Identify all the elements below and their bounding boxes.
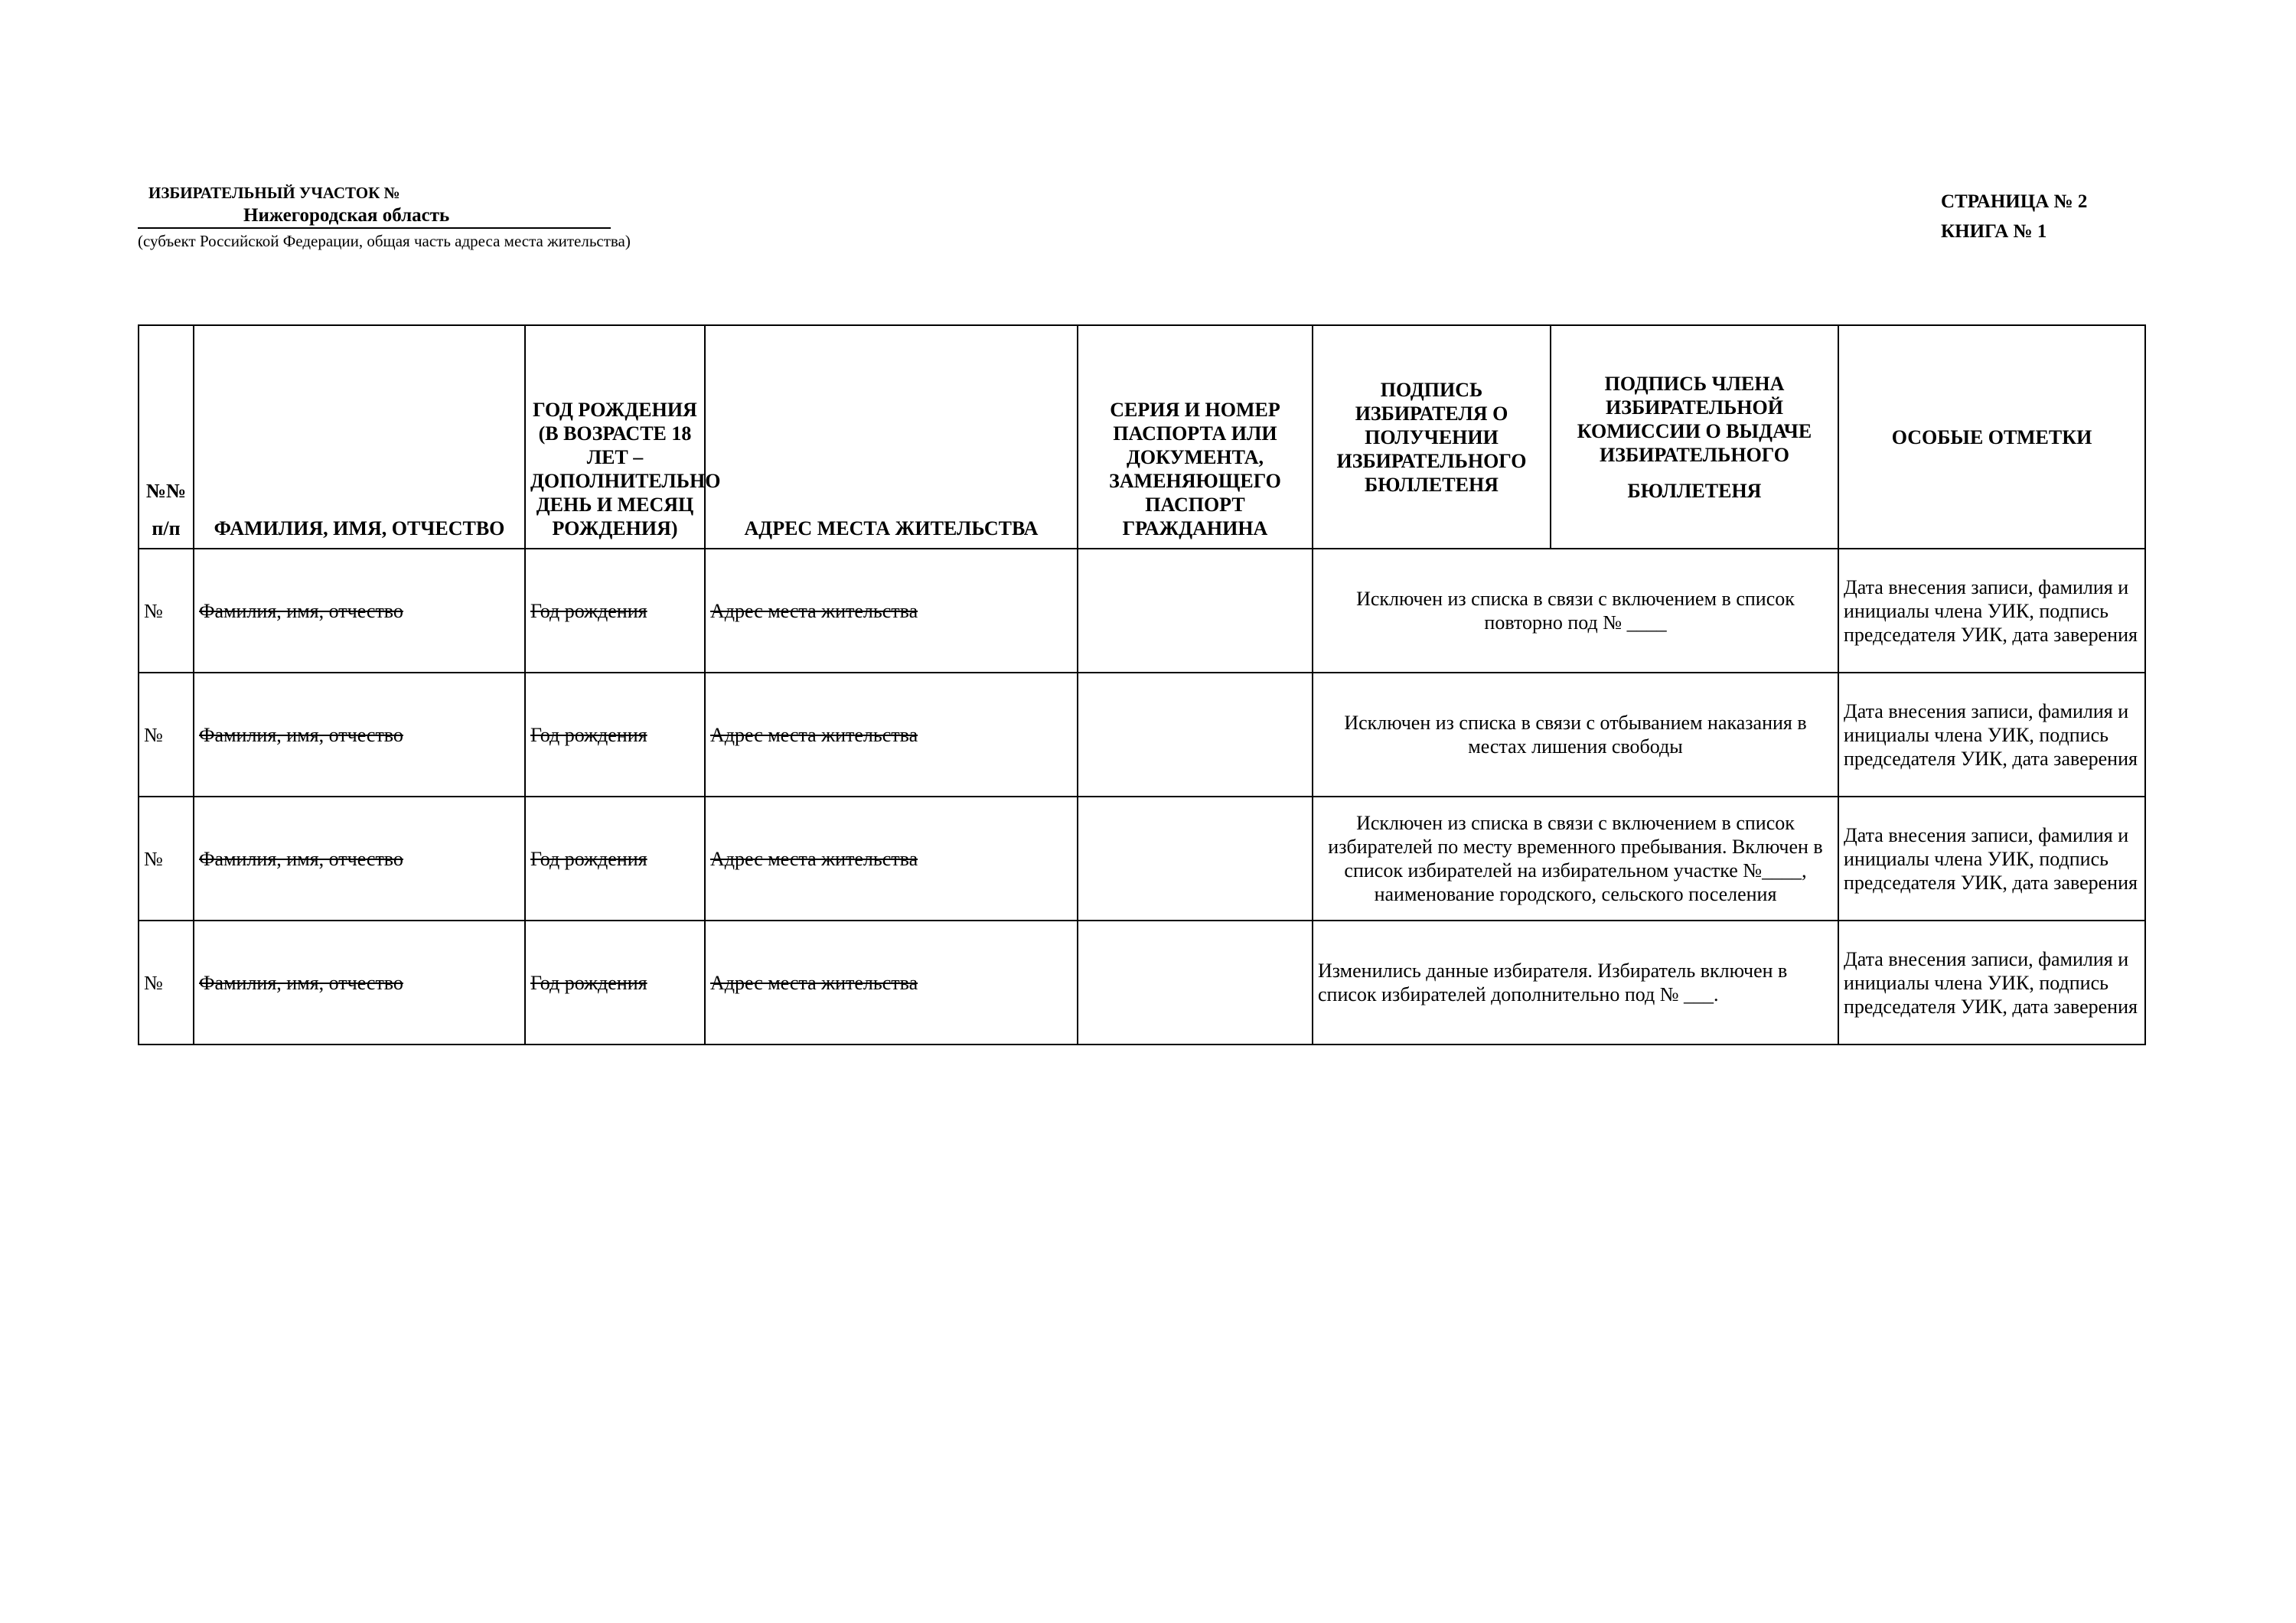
- passport-cell: [1078, 549, 1313, 673]
- voter-list-table: [138, 324, 2146, 1045]
- exclusion-note: Исключен из списка в связи с отбыванием наказания в местах лишения свободы: [1313, 673, 1838, 797]
- voter-birth-year: Год рождения: [525, 549, 705, 673]
- region-name: Нижегородская область: [138, 204, 611, 229]
- passport-cell: [1078, 921, 1313, 1045]
- voter-birth-year: Год рождения: [525, 921, 705, 1045]
- voter-birth-year: Год рождения: [525, 797, 705, 921]
- row-number: №: [139, 673, 194, 797]
- table-row: [139, 673, 2145, 797]
- column-header-number: [139, 325, 194, 549]
- exclusion-note: Исключен из списка в связи с включением в список повторно под № ____: [1313, 549, 1838, 673]
- voter-name: Фамилия, имя, отчество: [194, 797, 525, 921]
- column-header-commission-signature-tail: БЮЛЛЕТЕНЯ: [1627, 479, 1762, 502]
- passport-cell: [1078, 797, 1313, 921]
- column-header-commission-signature: [1551, 325, 1838, 549]
- voter-address: Адрес места жительства: [705, 673, 1078, 797]
- table-row: [139, 549, 2145, 673]
- column-header-commission-signature-text: ПОДПИСЬ ЧЛЕНА ИЗБИРАТЕЛЬНОЙ КОМИССИИ О ВЫДАЧЕ ИЗБИРАТЕЛЬНОГО: [1577, 372, 1812, 466]
- column-header-number-line2: п/п: [152, 517, 181, 539]
- special-note: Дата внесения записи, фамилия и инициалы члена УИК, подпись председателя УИК, дата заверения: [1838, 921, 2145, 1045]
- document-header: [138, 184, 719, 251]
- voter-name: Фамилия, имя, отчество: [194, 673, 525, 797]
- column-header-name: ФАМИЛИЯ, ИМЯ, ОТЧЕСТВО: [194, 325, 525, 549]
- row-number: №: [139, 921, 194, 1045]
- row-number: №: [139, 797, 194, 921]
- table-row: [139, 921, 2145, 1045]
- voter-address: Адрес места жительства: [705, 921, 1078, 1045]
- column-header-notes: ОСОБЫЕ ОТМЕТКИ: [1838, 325, 2145, 549]
- special-note: Дата внесения записи, фамилия и инициалы члена УИК, подпись председателя УИК, дата заверения: [1838, 673, 2145, 797]
- voter-address: Адрес места жительства: [705, 549, 1078, 673]
- page-number: СТРАНИЦА № 2: [1941, 191, 2088, 212]
- polling-station-label: ИЗБИРАТЕЛЬНЫЙ УЧАСТОК №: [148, 184, 400, 202]
- column-header-birth: ГОД РОЖДЕНИЯ (В ВОЗРАСТЕ 18 ЛЕТ – ДОПОЛНИТЕЛЬНО ДЕНЬ И МЕСЯЦ РОЖДЕНИЯ): [525, 325, 705, 549]
- voter-name: Фамилия, имя, отчество: [194, 549, 525, 673]
- passport-cell: [1078, 673, 1313, 797]
- column-header-address: АДРЕС МЕСТА ЖИТЕЛЬСТВА: [705, 325, 1078, 549]
- voter-address: Адрес места жительства: [705, 797, 1078, 921]
- column-header-passport: СЕРИЯ И НОМЕР ПАСПОРТА ИЛИ ДОКУМЕНТА, ЗАМЕНЯЮЩЕГО ПАСПОРТ ГРАЖДАНИНА: [1078, 325, 1313, 549]
- data-change-note: Изменились данные избирателя. Избиратель включен в список избирателей дополнительно под № ___.: [1313, 921, 1838, 1045]
- page-info: [1941, 187, 2087, 246]
- exclusion-note: Исключен из списка в связи с включением в список избирателей по месту временного пребывания. Включен в список избирателей на избирательном участке №____, наименование городского, сельского поселения: [1313, 797, 1838, 921]
- column-header-number-line1: №№: [145, 480, 187, 502]
- table-header-row: [139, 325, 2145, 549]
- voter-name: Фамилия, имя, отчество: [194, 921, 525, 1045]
- table-row: [139, 797, 2145, 921]
- region-caption: (субъект Российской Федерации, общая часть адреса места жительства): [138, 232, 631, 250]
- special-note: Дата внесения записи, фамилия и инициалы члена УИК, подпись председателя УИК, дата заверения: [1838, 797, 2145, 921]
- special-note: Дата внесения записи, фамилия и инициалы члена УИК, подпись председателя УИК, дата заверения: [1838, 549, 2145, 673]
- voter-birth-year: Год рождения: [525, 673, 705, 797]
- book-number: КНИГА № 1: [1941, 221, 2047, 242]
- column-header-voter-signature: ПОДПИСЬ ИЗБИРАТЕЛЯ О ПОЛУЧЕНИИ ИЗБИРАТЕЛЬНОГО БЮЛЛЕТЕНЯ: [1313, 325, 1551, 549]
- row-number: №: [139, 549, 194, 673]
